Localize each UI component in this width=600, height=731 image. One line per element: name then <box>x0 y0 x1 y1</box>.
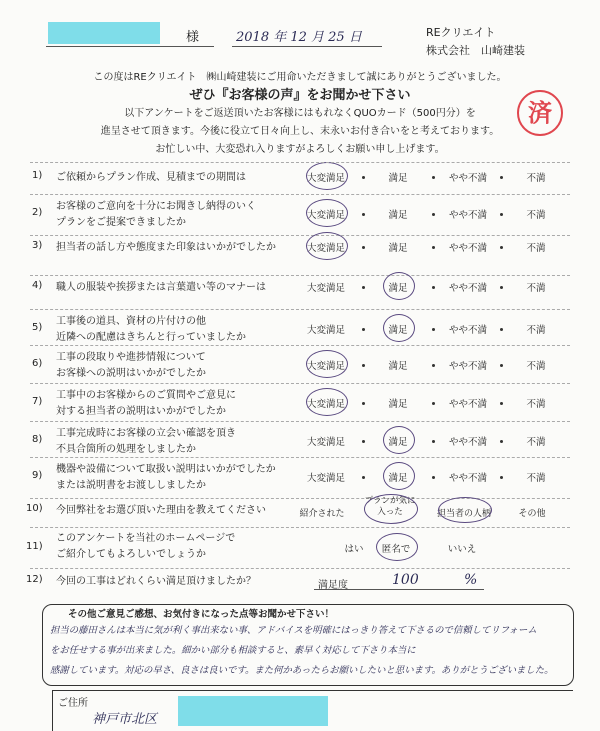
question-text-line2: または説明書をお渡ししましたか <box>56 480 206 491</box>
question-number: 1) <box>32 170 43 181</box>
option-person[interactable]: 担当者の人柄 <box>436 509 491 519</box>
question-text-line2: お客様への説明はいかがでしたか <box>56 368 206 379</box>
question-text-line1: 機器や設備について取扱い説明はいかがでしたか <box>56 464 276 475</box>
option-1[interactable]: 満足 <box>388 399 408 410</box>
question-number: 2) <box>32 207 43 218</box>
option-3[interactable]: 不満 <box>526 283 546 294</box>
question-number: 9) <box>32 470 43 481</box>
question-text-line2: 不具合箇所の処理をしましたか <box>56 444 196 455</box>
separator-dot <box>362 286 365 289</box>
option-anonymous[interactable]: 匿名で <box>381 544 411 555</box>
separator-dot <box>362 328 365 331</box>
satisfaction-label: 満足度 <box>318 580 348 591</box>
question-text-line1: 工事完成時にお客様の立会い確認を頂き <box>56 428 236 439</box>
option-0[interactable]: 大変満足 <box>306 361 345 372</box>
divider <box>30 457 570 458</box>
survey-heading: ぜひ『お客様の声』をお聞かせ下さい <box>189 88 411 103</box>
separator-dot <box>362 402 365 405</box>
intro-line2: 以下アンケートをご返送頂いたお客様にはもれなくQUOカード（500円分）を <box>124 108 476 119</box>
question-text-line1: 工事中のお客様からのご質問やご意見に <box>56 390 236 401</box>
option-2[interactable]: やや不満 <box>448 173 487 184</box>
question-number: 7) <box>32 396 43 407</box>
question-text-line2: プランをご提案できましたか <box>56 217 186 228</box>
option-2[interactable]: やや不満 <box>448 210 487 221</box>
question-number: 3) <box>32 240 43 251</box>
question-text-line1: 職人の服装や挨拶または言葉遣い等のマナーは <box>56 282 266 293</box>
option-3[interactable]: 不満 <box>526 399 546 410</box>
option-2[interactable]: やや不満 <box>448 361 487 372</box>
separator-dot <box>432 328 435 331</box>
honorific: 様 <box>186 30 200 45</box>
separator-dot <box>432 402 435 405</box>
divider <box>30 162 570 163</box>
option-3[interactable]: 不満 <box>526 437 546 448</box>
option-3[interactable]: 不満 <box>526 325 546 336</box>
divider <box>30 527 570 528</box>
satisfaction-unit: % <box>464 572 478 588</box>
separator-dot <box>432 176 435 179</box>
separator-dot <box>432 440 435 443</box>
address-value: 神戸市北区 <box>92 712 158 727</box>
selected-circle <box>364 494 418 524</box>
separator-dot <box>362 176 365 179</box>
option-no[interactable]: いいえ <box>447 544 477 555</box>
comment-line1: 担当の藤田さんは本当に気が利く事出来ない事、アドバイスを明確にはっきり答えて下さるので信頼してリフォーム <box>50 625 537 636</box>
question-text-line1: このアンケートを当社のホームページで <box>56 533 236 544</box>
divider <box>30 275 570 276</box>
question-text-line1: お客様のご意向を十分にお聞きし納得のいく <box>56 201 256 212</box>
selected-circle <box>306 350 348 378</box>
option-0[interactable]: 大変満足 <box>306 243 345 254</box>
question-text: 今回の工事はどれくらい満足頂けましたか？ <box>56 576 256 587</box>
separator-dot <box>432 364 435 367</box>
option-1[interactable]: 満足 <box>388 473 408 484</box>
question-text-line1: ご依頼からプラン作成、見積までの期間は <box>56 172 246 183</box>
option-3[interactable]: 不満 <box>526 210 546 221</box>
option-0[interactable]: 大変満足 <box>306 325 345 336</box>
separator-dot <box>432 213 435 216</box>
option-yes[interactable]: はい <box>344 544 364 555</box>
question-text-line2: ご紹介してもよろしいでしょうか <box>56 549 206 560</box>
intro-line3: 進呈させて頂きます。今後に役立て日々向上し、末永いお付き合いをと考えております。 <box>100 126 500 137</box>
separator-dot <box>500 440 503 443</box>
option-0[interactable]: 大変満足 <box>306 473 345 484</box>
divider <box>30 345 570 346</box>
question-text: 今回弊社をお選び頂いた理由を教えてください <box>56 505 266 516</box>
option-referral[interactable]: 紹介された <box>299 509 345 519</box>
option-2[interactable]: やや不満 <box>448 473 487 484</box>
option-2[interactable]: やや不満 <box>448 283 487 294</box>
company-name: REクリエイト <box>426 26 496 39</box>
selected-circle <box>306 388 348 416</box>
separator-dot <box>500 328 503 331</box>
separator-dot <box>500 476 503 479</box>
date-underline <box>232 46 382 47</box>
option-3[interactable]: 不満 <box>526 173 546 184</box>
question-text-line2: 対する担当者の説明はいかがでしたか <box>56 406 226 417</box>
option-1[interactable]: 満足 <box>388 243 408 254</box>
option-3[interactable]: 不満 <box>526 243 546 254</box>
separator-dot <box>500 402 503 405</box>
divider <box>30 498 570 499</box>
divider <box>30 383 570 384</box>
option-0[interactable]: 大変満足 <box>306 283 345 294</box>
divider <box>30 421 570 422</box>
option-0[interactable]: 大変満足 <box>306 399 345 410</box>
question-number: 12) <box>26 574 43 585</box>
question-text-line1: 工事後の道具、資材の片付けの他 <box>56 316 206 327</box>
separator-dot <box>432 286 435 289</box>
separator-dot <box>500 364 503 367</box>
separator-dot <box>500 286 503 289</box>
comment-line2: をお任せする事が出来ました。細かい部分も相談すると、素早く対応して下さり本当に <box>50 645 416 656</box>
option-2[interactable]: やや不満 <box>448 243 487 254</box>
separator-dot <box>500 176 503 179</box>
divider <box>30 309 570 310</box>
question-number: 8) <box>32 434 43 445</box>
question-number: 6) <box>32 358 43 369</box>
satisfaction-underline <box>314 589 484 590</box>
option-1[interactable]: 満足 <box>388 437 408 448</box>
option-1[interactable]: 満足 <box>388 361 408 372</box>
selected-circle <box>383 462 415 490</box>
satisfaction-value: 100 <box>392 572 419 588</box>
option-0[interactable]: 大変満足 <box>306 437 345 448</box>
option-2[interactable]: やや不満 <box>448 437 487 448</box>
separator-dot <box>362 246 365 249</box>
selected-circle <box>306 232 348 260</box>
question-text-line1: 工事の段取りや進捗情報について <box>56 352 206 363</box>
option-3[interactable]: 不満 <box>526 473 546 484</box>
separator-dot <box>362 213 365 216</box>
separator-dot <box>432 246 435 249</box>
question-number: 5) <box>32 322 43 333</box>
option-1[interactable]: 満足 <box>388 173 408 184</box>
comment-title: その他ご意見ご感想、お気付きになった点等お聞かせ下さい！ <box>68 609 335 620</box>
separator-dot <box>362 476 365 479</box>
option-0[interactable]: 大変満足 <box>306 210 345 221</box>
option-1[interactable]: 満足 <box>388 210 408 221</box>
option-other[interactable]: その他 <box>518 509 546 519</box>
option-liked-plan[interactable]: プランが気に入った <box>364 496 416 517</box>
address-label: ご住所 <box>58 698 88 709</box>
selected-circle <box>383 272 415 300</box>
selected-circle <box>306 199 348 227</box>
divider <box>30 194 570 195</box>
intro-line1: この度はREクリエイト ㈱山崎建装にご用命いただきまして誠にありがとうございました。 <box>93 72 507 83</box>
completed-stamp: 済 <box>517 90 563 136</box>
company-sub: 株式会社 山崎建装 <box>426 44 525 57</box>
option-0[interactable]: 大変満足 <box>306 173 345 184</box>
selected-circle <box>383 314 415 342</box>
divider <box>30 235 570 236</box>
option-1[interactable]: 満足 <box>388 283 408 294</box>
selected-circle <box>438 497 492 523</box>
customer-name-redaction <box>48 22 160 44</box>
selected-circle <box>376 533 418 561</box>
question-text-line2: 近隣への配慮はきちんと行っていましたか <box>56 332 246 343</box>
selected-circle <box>383 426 415 454</box>
question-number: 10) <box>26 503 43 514</box>
separator-dot <box>500 246 503 249</box>
separator-dot <box>362 364 365 367</box>
option-3[interactable]: 不満 <box>526 361 546 372</box>
address-redaction <box>178 696 328 726</box>
separator-dot <box>500 213 503 216</box>
question-number: 4) <box>32 280 43 291</box>
option-2[interactable]: やや不満 <box>448 399 487 410</box>
separator-dot <box>362 440 365 443</box>
comment-line3: 感謝しています。対応の早さ、良さは良いです。また何かあったらお願いしたいと思います。ありがとうございました。 <box>50 665 554 676</box>
intro-line4: お忙しい中、大変恐れ入りますがよろしくお願い申し上げます。 <box>155 144 445 155</box>
separator-dot <box>432 476 435 479</box>
name-underline <box>46 46 214 47</box>
option-2[interactable]: やや不満 <box>448 325 487 336</box>
date: 2018 年 12 月 25 日 <box>236 30 362 45</box>
option-1[interactable]: 満足 <box>388 325 408 336</box>
question-number: 11) <box>26 541 43 552</box>
selected-circle <box>306 162 348 190</box>
divider <box>30 568 570 569</box>
question-text-line1: 担当者の話し方や態度また印象はいかがでしたか <box>56 242 276 253</box>
